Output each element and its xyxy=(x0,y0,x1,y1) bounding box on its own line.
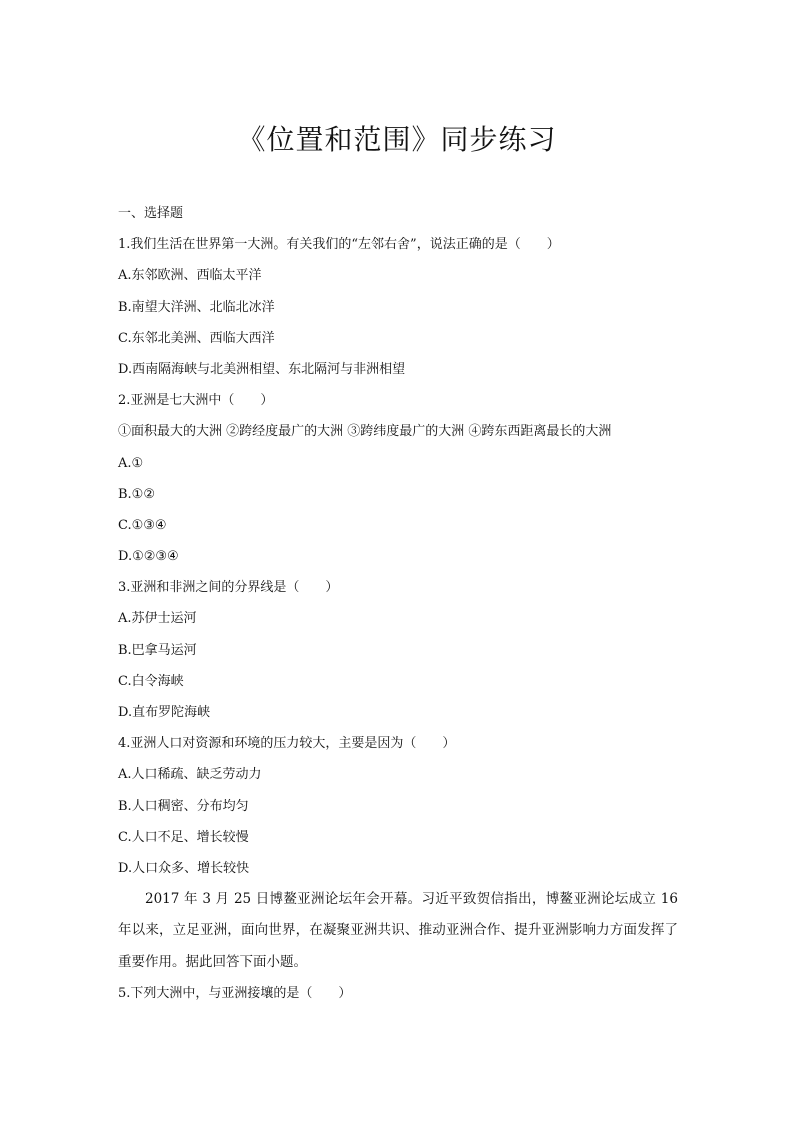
document-body xyxy=(118,198,678,1009)
option-b: B.南望大洋洲、北临北冰洋 xyxy=(118,299,275,315)
option-d: D.直布罗陀海峡 xyxy=(118,705,211,720)
reading-passage: 2017 年 3 月 25 日博鳌亚洲论坛年会开幕。习近平致贺信指出，博鳌亚洲论坛成立 16 年以来，立足亚洲，面向世界，在凝聚亚洲共识、推动亚洲合作、提升亚洲影响力方面发挥了重要作用。据此回答下面小题。 xyxy=(118,891,678,970)
question-2 xyxy=(118,385,678,572)
question-1 xyxy=(118,229,678,385)
option-b: B.人口稠密、分布均匀 xyxy=(118,798,249,814)
question-stem: 3.亚洲和非洲之间的分界线是（ ） xyxy=(118,580,339,596)
question-5 xyxy=(118,978,678,1009)
question-stem: 4.亚洲人口对资源和环境的压力较大，主要是因为（ ） xyxy=(118,736,456,752)
question-stem: 5.下列大洲中，与亚洲接壤的是（ ） xyxy=(118,985,352,1001)
option-d: D.西南隔海峡与北美洲相望、东北隔河与非洲相望 xyxy=(118,361,406,377)
question-4 xyxy=(118,728,678,884)
option-a: A.人口稀疏、缺乏劳动力 xyxy=(118,767,262,783)
document-title: 《位置和范围》同步练习 xyxy=(237,123,557,156)
question-stem: 2.亚洲是七大洲中（ ） xyxy=(118,393,274,409)
option-a: A.苏伊士运河 xyxy=(118,611,197,627)
option-a: A.① xyxy=(118,455,144,471)
option-d: D.人口众多、增长较快 xyxy=(118,860,250,876)
option-d: D.①②③④ xyxy=(118,549,179,565)
option-c: C.①③④ xyxy=(118,517,167,533)
question-3 xyxy=(118,572,678,728)
section-heading: 一、选择题 xyxy=(118,206,184,221)
option-c: C.人口不足、增长较慢 xyxy=(118,829,249,845)
option-c: C.东邻北美洲、西临大西洋 xyxy=(118,330,275,346)
question-stem: 1.我们生活在世界第一大洲。有关我们的“左邻右舍”，说法正确的是（ ） xyxy=(118,237,560,253)
option-b: B.①② xyxy=(118,486,155,502)
question-statements: ①面积最大的大洲 ②跨经度最广的大洲 ③跨纬度最广的大洲 ④跨东西距离最长的大洲 xyxy=(118,424,612,440)
option-c: C.白令海峡 xyxy=(118,673,184,689)
option-a: A.东邻欧洲、西临太平洋 xyxy=(118,268,262,284)
option-b: B.巴拿马运河 xyxy=(118,642,197,658)
